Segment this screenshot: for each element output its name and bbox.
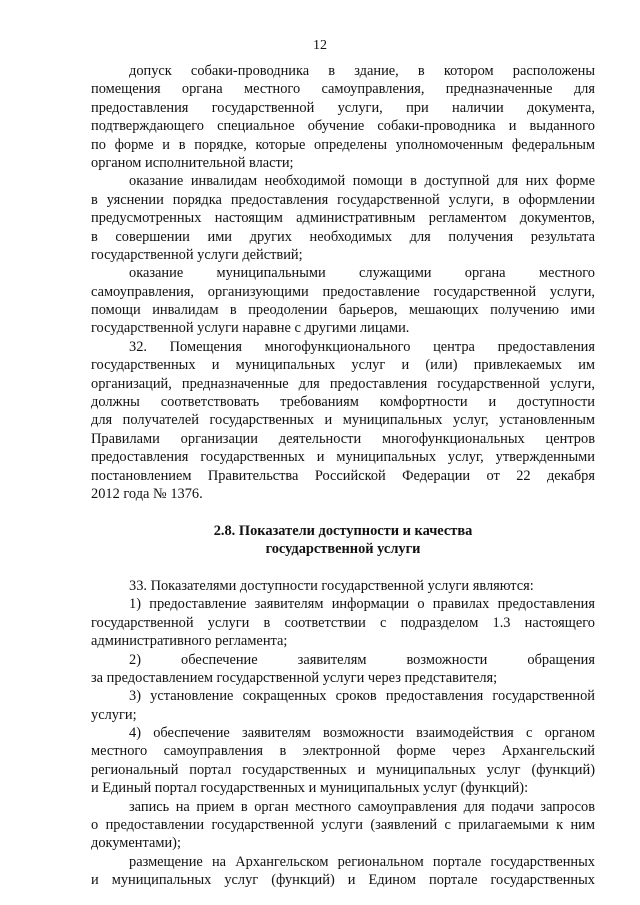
- text-line: помещения органа местного самоуправления, предназначенные для: [91, 81, 595, 98]
- text-line: оказание муниципальными служащими органа местного: [129, 265, 595, 282]
- text-line: подтверждающего специальное обучение собаки-проводника и выданного: [91, 118, 595, 135]
- text-line: государственной услуги в соответствии с подразделом 1.3 настоящего: [91, 614, 595, 631]
- text-line: самоуправления, организующими предоставление государственной услуги,: [91, 283, 595, 300]
- page-number: 12: [313, 38, 327, 53]
- text-line: органом исполнительной власти;: [91, 154, 294, 171]
- text-line: региональный портал государственных и муниципальных услуг (функций): [91, 761, 595, 778]
- text-line: предоставления государственных и муниципальных услуг, утвержденными: [91, 449, 595, 466]
- text-line: местного самоуправления в электронной форме через Архангельский: [91, 743, 595, 760]
- text-line: оказание инвалидам необходимой помощи в доступной для них форме: [129, 173, 595, 190]
- section-heading-line: 2.8. Показатели доступности и качества: [213, 522, 473, 539]
- text-line: о предоставлении государственной услуги (заявлений с прилагаемыми к ним: [91, 817, 595, 834]
- text-line: и Единый портал государственных и муниципальных услуг (функций):: [91, 780, 529, 797]
- text-line: 32. Помещения многофункционального центра предоставления: [129, 338, 595, 355]
- text-line: 3) установление сокращенных сроков предоставления государственной: [129, 688, 595, 705]
- text-line: 2) обеспечение заявителям возможности обращения: [129, 651, 595, 668]
- text-line: помощи инвалидам в преодолении барьеров, мешающих получению ими: [91, 302, 595, 319]
- text-line: документами);: [91, 835, 181, 852]
- text-line: постановлением Правительства Российской Федерации от 22 декабря: [91, 467, 595, 484]
- text-line: за предоставлением государственной услуги через представителя;: [91, 669, 498, 686]
- text-line: 4) обеспечение заявителям возможности взаимодействия с органом: [129, 725, 595, 742]
- text-line: услуги;: [91, 706, 137, 723]
- text-line: 33. Показателями доступности государственной услуги являются:: [129, 577, 534, 594]
- blank-line: [91, 559, 595, 577]
- text-line: по форме и в порядке, которые определены уполномоченным федеральным: [91, 136, 595, 153]
- text-line: административного регламента;: [91, 633, 288, 650]
- text-line: и муниципальных услуг (функций) и Едином портале государственных: [91, 872, 595, 889]
- text-line: 1) предоставление заявителям информации о правилах предоставления: [129, 596, 595, 613]
- text-line: 2012 года № 1376.: [91, 485, 203, 502]
- text-line: в уяснении порядка предоставления государственной услуги, в оформлении: [91, 191, 595, 208]
- text-line: предоставления государственной услуги, при наличии документа,: [91, 99, 595, 116]
- section-heading-line: государственной услуги: [265, 541, 421, 558]
- text-line: государственной услуги наравне с другими лицами.: [91, 320, 410, 337]
- text-line: государственных и муниципальных услуг и (или) привлекаемых им: [91, 357, 595, 374]
- text-line: предусмотренных настоящим административным регламентом документов,: [91, 210, 595, 227]
- text-line: организаций, предназначенные для предоставления государственной услуги,: [91, 375, 595, 392]
- text-line: государственной услуги действий;: [91, 246, 303, 263]
- text-line: допуск собаки-проводника в здание, в котором расположены: [129, 63, 595, 79]
- blank-line: [91, 503, 595, 521]
- text-line: запись на прием в орган местного самоуправления для подачи запросов: [129, 798, 595, 815]
- text-line: должны соответствовать требованиям комфортности и доступности: [91, 394, 595, 411]
- text-line: для получателей государственных и муниципальных услуг, установленным: [91, 412, 595, 429]
- text-line: размещение на Архангельском региональном портале государственных: [129, 853, 595, 870]
- text-line: Правилами организации деятельности многофункциональных центров: [91, 430, 595, 447]
- document-body: [91, 62, 595, 890]
- text-line: в совершении ими других необходимых для получения результата: [91, 228, 595, 245]
